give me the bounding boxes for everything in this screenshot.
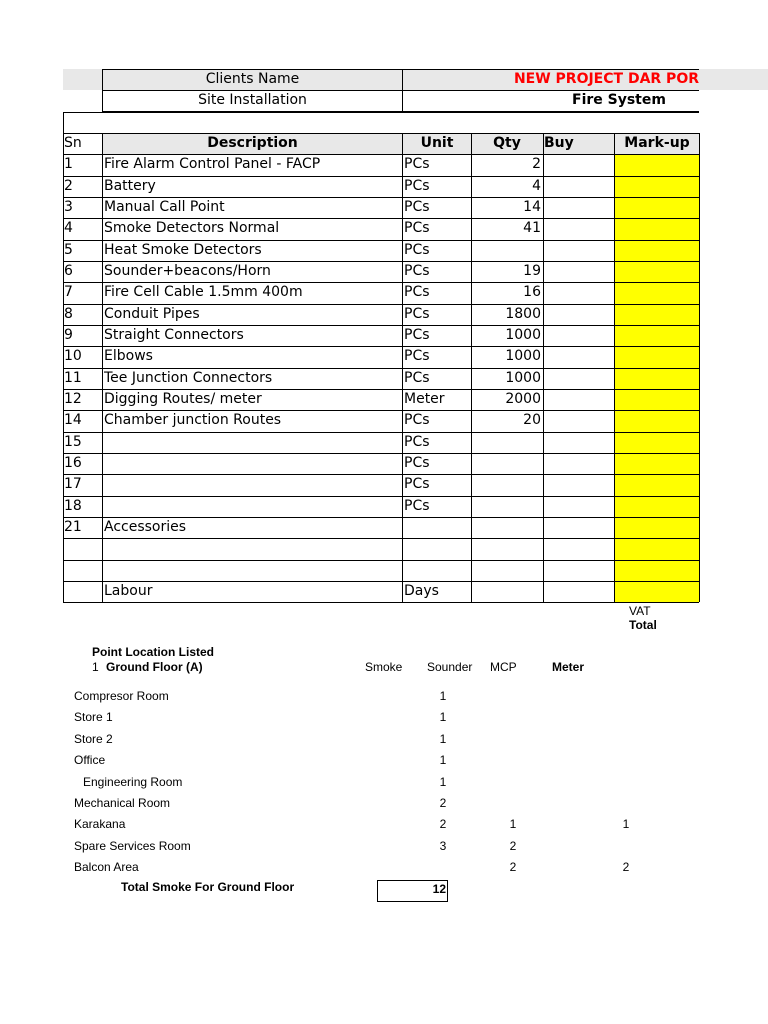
row-sn: 17	[64, 476, 82, 492]
row-qty	[473, 517, 541, 538]
row-qty	[473, 538, 541, 559]
row-unit	[404, 560, 470, 581]
row-unit: PCs	[404, 348, 430, 364]
point-location-name: Engineering Room	[83, 775, 183, 789]
point-location-name: Office	[74, 753, 106, 767]
point-value-b: 2	[509, 839, 517, 853]
point-value-a: 3	[439, 839, 447, 853]
row-description: Tee Junction Connectors	[104, 370, 273, 386]
table-column-line	[402, 133, 403, 602]
total-label: Total	[629, 618, 657, 632]
row-sn: 9	[64, 327, 73, 343]
row-unit: PCs	[404, 476, 430, 492]
table-row-line	[63, 133, 699, 134]
row-description: Elbows	[104, 348, 153, 364]
row-unit: PCs	[404, 412, 430, 428]
point-value-a: 1	[439, 753, 447, 767]
row-description: Fire Alarm Control Panel - FACP	[104, 156, 321, 172]
point-value-b: 2	[509, 860, 517, 874]
row-description	[104, 560, 401, 581]
row-description: Conduit Pipes	[104, 306, 200, 322]
point-location-name: Store 1	[74, 710, 113, 724]
row-qty: 14	[523, 199, 541, 215]
point-location-name: Balcon Area	[74, 860, 139, 874]
row-unit: PCs	[404, 306, 430, 322]
floor-number: 1	[92, 660, 99, 674]
row-qty: 1000	[505, 327, 541, 343]
row-sn: 8	[64, 306, 73, 322]
point-value-b: 1	[509, 817, 517, 831]
row-qty: 19	[523, 263, 541, 279]
row-qty	[473, 240, 541, 261]
row-description	[104, 453, 401, 474]
row-qty: 20	[523, 412, 541, 428]
row-description: Heat Smoke Detectors	[104, 242, 262, 258]
site-installation-value: Fire System	[572, 92, 666, 108]
client-name-value: NEW PROJECT DAR POR	[513, 71, 699, 87]
row-unit: PCs	[404, 284, 430, 300]
row-description	[104, 538, 401, 559]
row-description	[104, 432, 401, 453]
row-unit: PCs	[404, 220, 430, 236]
row-description: Labour	[104, 583, 153, 599]
table-column-line	[471, 133, 472, 602]
row-description: Digging Routes/ meter	[104, 391, 262, 407]
col-header-sn: Sn	[64, 135, 82, 151]
row-unit: PCs	[404, 263, 430, 279]
row-qty	[473, 453, 541, 474]
row-qty: 41	[523, 220, 541, 236]
point-location-name: Store 2	[74, 732, 113, 746]
col-header-markup: Mark-up	[624, 135, 690, 151]
row-qty: 1000	[505, 348, 541, 364]
row-qty: 16	[523, 284, 541, 300]
row-description: Fire Cell Cable 1.5mm 400m	[104, 284, 303, 300]
row-unit: PCs	[404, 156, 430, 172]
row-sn: 5	[64, 242, 73, 258]
row-qty	[473, 474, 541, 495]
row-sn: 16	[64, 455, 82, 471]
point-location-name: Mechanical Room	[74, 796, 171, 810]
row-sn: 10	[64, 348, 82, 364]
row-description: Sounder+beacons/Horn	[104, 263, 271, 279]
row-qty: 2000	[505, 391, 541, 407]
total-smoke-label: Total Smoke For Ground Floor	[121, 880, 295, 894]
row-description	[104, 474, 401, 495]
point-value-a: 2	[439, 796, 447, 810]
point-value-a: 1	[439, 710, 447, 724]
col-header-buy: Buy	[544, 135, 574, 151]
row-qty: 2	[532, 156, 541, 172]
total-smoke-value: 12	[432, 882, 446, 896]
row-description: Battery	[104, 178, 156, 194]
row-sn: 18	[64, 498, 82, 514]
row-unit: Meter	[404, 391, 445, 407]
point-location-title: Point Location Listed	[92, 645, 214, 659]
row-sn: 4	[64, 220, 73, 236]
row-description: Smoke Detectors Normal	[104, 220, 280, 236]
row-qty	[473, 560, 541, 581]
point-value-a: 2	[439, 817, 447, 831]
row-unit: PCs	[404, 178, 430, 194]
row-unit: PCs	[404, 199, 430, 215]
row-unit	[404, 538, 470, 559]
row-sn	[64, 581, 102, 602]
point-value-a: 1	[439, 732, 447, 746]
site-installation-label: Site Installation	[198, 92, 307, 108]
point-value-a: 1	[439, 689, 447, 703]
row-unit: PCs	[404, 434, 430, 450]
point-location-name: Spare Services Room	[74, 839, 191, 853]
col-smoke: Smoke	[365, 660, 403, 674]
row-qty: 1800	[505, 306, 541, 322]
row-qty: 1000	[505, 370, 541, 386]
point-location-name: Compresor Room	[74, 689, 169, 703]
point-value-a: 1	[439, 775, 447, 789]
point-location-name: Karakana	[74, 817, 126, 831]
row-description: Straight Connectors	[104, 327, 244, 343]
row-sn	[64, 560, 102, 581]
row-sn: 11	[64, 370, 82, 386]
row-description: Accessories	[104, 519, 187, 535]
col-header-description: Description	[207, 135, 298, 151]
row-unit	[404, 517, 470, 538]
row-sn: 7	[64, 284, 73, 300]
row-unit: PCs	[404, 242, 430, 258]
row-qty	[473, 432, 541, 453]
row-sn: 6	[64, 263, 73, 279]
table-column-line	[699, 133, 700, 602]
table-column-line	[102, 133, 103, 602]
row-description: Manual Call Point	[104, 199, 225, 215]
row-sn: 2	[64, 178, 73, 194]
row-sn: 21	[64, 519, 82, 535]
row-qty	[473, 496, 541, 517]
row-sn: 15	[64, 434, 82, 450]
table-column-line	[614, 133, 615, 602]
col-header-unit: Unit	[420, 135, 454, 151]
client-name-label: Clients Name	[205, 71, 300, 87]
floor-name: Ground Floor (A)	[106, 660, 203, 674]
point-value-c: 1	[622, 817, 630, 831]
row-unit: PCs	[404, 498, 430, 514]
row-description: Chamber junction Routes	[104, 412, 282, 428]
row-sn	[64, 538, 102, 559]
col-header-qty: Qty	[493, 135, 521, 151]
row-sn: 14	[64, 412, 82, 428]
point-value-c: 2	[622, 860, 630, 874]
vat-label: VAT	[629, 604, 651, 618]
col-sounder: Sounder	[427, 660, 473, 674]
markup-column-fill	[615, 154, 699, 602]
row-sn: 12	[64, 391, 82, 407]
row-sn: 3	[64, 199, 73, 215]
row-unit: Days	[404, 583, 439, 599]
col-mcp: MCP	[490, 660, 517, 674]
row-description	[104, 496, 401, 517]
row-unit: PCs	[404, 370, 430, 386]
row-sn: 1	[64, 156, 73, 172]
table-column-line	[543, 133, 544, 602]
row-qty: 4	[532, 178, 541, 194]
row-unit: PCs	[404, 455, 430, 471]
row-unit: PCs	[404, 327, 430, 343]
row-qty	[473, 581, 541, 602]
table-row-line	[63, 602, 699, 603]
col-meter: Meter	[552, 660, 585, 674]
